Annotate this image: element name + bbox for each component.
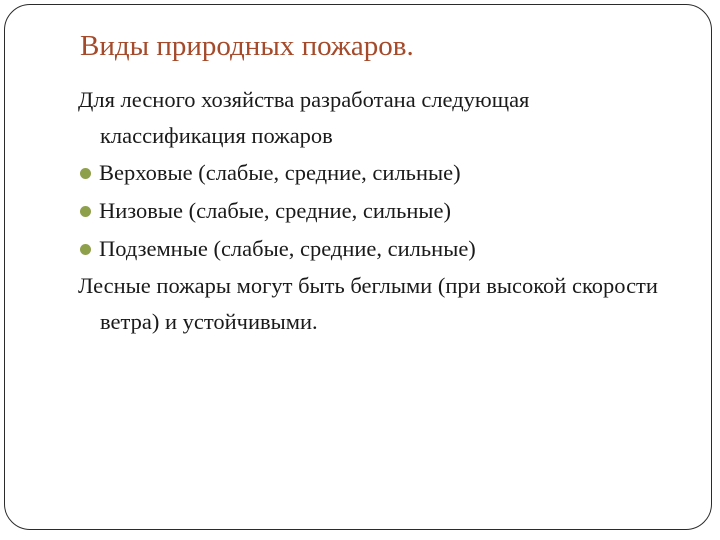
slide-title: Виды природных пожаров.: [80, 30, 414, 62]
conclusion-paragraph: Лесные пожары могут быть беглыми (при высокой скорости ветра) и устойчивыми.: [78, 273, 658, 334]
bullet-text: Низовые (слабые, средние, сильные): [99, 198, 451, 223]
slide-body: [78, 82, 678, 340]
bullet-text: Подземные (слабые, средние, сильные): [99, 236, 476, 261]
bullet-item-crown: [78, 154, 678, 192]
bullet-item-underground: [78, 230, 678, 268]
bullet-dot-icon: [80, 168, 91, 179]
bullet-text: Верховые (слабые, средние, сильные): [99, 160, 461, 185]
bullet-item-ground: [78, 192, 678, 230]
intro-paragraph: Для лесного хозяйства разработана следующая классификация пожаров: [78, 87, 530, 148]
bullet-dot-icon: [80, 206, 91, 217]
bullet-dot-icon: [80, 244, 91, 255]
